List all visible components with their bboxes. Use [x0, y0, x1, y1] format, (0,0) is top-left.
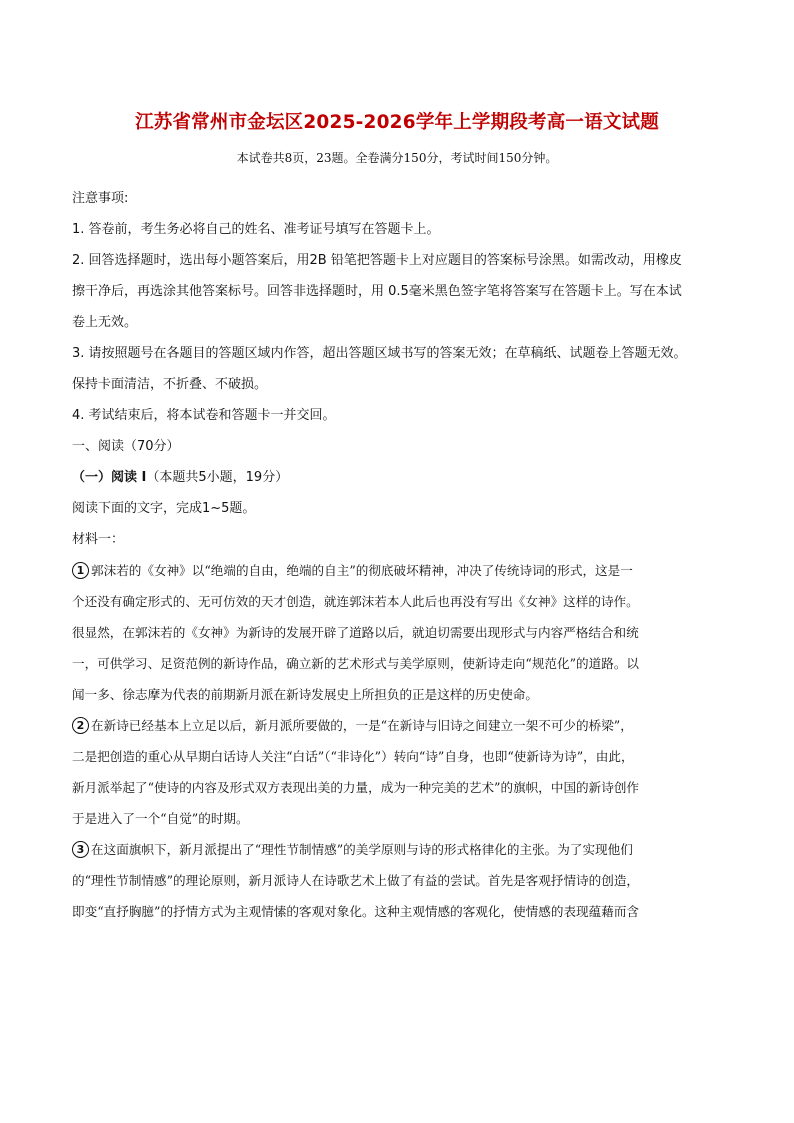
subsection-note: （本题共5小题，19分） [146, 470, 289, 485]
subsection-label: （一）阅读 I [72, 470, 147, 485]
paragraph-line: 闻一多、徐志摩为代表的前期新月派在新诗发展史上所担负的正是这样的历史使命。 [72, 687, 538, 702]
material-label: 材料一： [72, 532, 125, 547]
paragraph-line: 1 郭沫若的《女神》以“绝端的自由，绝端的自主”的彻底破坏精神，冲决了传统诗词的形式，这是一 [72, 555, 734, 586]
paragraph-line: 于是进入了一个“自觉”的时期。 [72, 811, 249, 826]
instruction-line: 2. 回答选择题时，选出每小题答案后，用2B 铅笔把答题卡上对应题目的答案标号涂黑。如需改动，用橡皮 [72, 253, 682, 268]
instruction-line: 1. 答卷前，考生务必将自己的姓名、准考证号填写在答题卡上。 [72, 222, 440, 237]
exam-subtitle: 本试卷共8页，23题。全卷满分150分，考试时间150分钟。 [236, 151, 558, 165]
paragraph-marker: 1 [72, 562, 89, 579]
paragraph-line: 二是把创造的重心从早期白话诗人关注“白话”（“非诗化”）转向“诗”自身，也即“使新诗为诗”，由此， [72, 749, 634, 764]
paragraph-line: 很显然，在郭沫若的《女神》为新诗的发展开辟了道路以后，就迫切需要出现形式与内容严格结合和统 [72, 625, 639, 640]
exam-title: 江苏省常州市金坛区2025-2026学年上学期段考高一语文试题 [135, 112, 659, 133]
paragraph-marker: 3 [72, 841, 89, 858]
section-heading: 一、阅读（70分） [72, 439, 180, 454]
notice-heading: 注意事项: [72, 191, 129, 206]
instruction-line: 卷上无效。 [72, 315, 138, 330]
reading-prompt: 阅读下面的文字，完成1~5题。 [72, 501, 256, 516]
paragraph-line: 个还没有确定形式的、无可仿效的天才创造，就连郭沫若本人此后也再没有写出《女神》这样的诗作。 [72, 594, 639, 609]
paragraph-line: 的“理性节制情感”的理论原则，新月派诗人在诗歌艺术上做了有益的尝试。首先是客观抒情诗的创造， [72, 873, 640, 888]
instruction-line: 擦干净后，再选涂其他答案标号。回答非选择题时，用 0.5毫米黑色签字笔将答案写在答题卡上。写在本试 [72, 284, 682, 299]
paragraph-marker: 2 [72, 717, 89, 734]
subsection-heading [72, 462, 734, 493]
paragraph-line: 一，可供学习、足资范例的新诗作品，确立新的艺术形式与美学原则，使新诗走向“规范化”的道路。以 [72, 656, 640, 671]
paragraph-line: 即变“直抒胸臆”的抒情方式为主观情愫的客观对象化。这种主观情感的客观化，使情感的表现蕴藉而含 [72, 904, 640, 919]
instruction-line: 3. 请按照题号在各题目的答题区域内作答，超出答题区域书写的答案无效；在草稿纸、试题卷上答题无效。 [72, 346, 687, 361]
paragraph-line: 3 在这面旗帜下，新月派提出了“理性节制情感”的美学原则与诗的形式格律化的主张。为了实现他们 [72, 834, 734, 865]
instruction-line: 保持卡面清洁，不折叠、不破损。 [72, 377, 268, 392]
exam-content [72, 183, 734, 927]
paragraph-line: 2 在新诗已经基本上立足以后，新月派所要做的，一是“在新诗与旧诗之间建立一架不可少的桥梁”， [72, 710, 734, 741]
paragraph-line: 新月派举起了“使诗的内容及形式双方表现出美的力量，成为一种完美的艺术”的旗帜，中国的新诗创作 [72, 780, 640, 795]
instruction-line: 4. 考试结束后，将本试卷和答题卡一并交回。 [72, 408, 336, 423]
